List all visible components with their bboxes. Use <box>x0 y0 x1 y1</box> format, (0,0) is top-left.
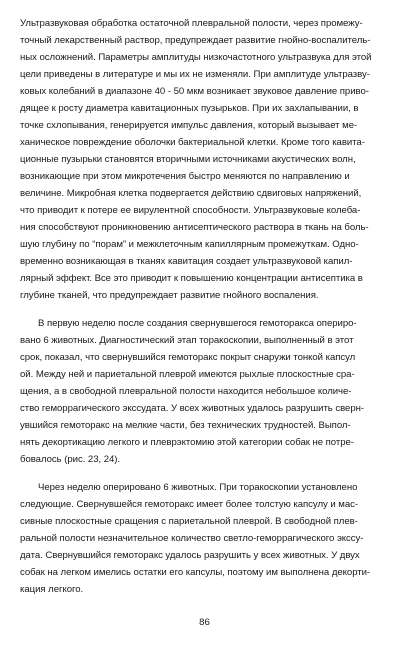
text-line: щения, а в свободной плевральной полости находится небольшое количе- <box>20 386 352 397</box>
text-line: ковых колебаний в диапазоне 40 - 50 мкм возникает звуковое давление приво- <box>20 86 369 97</box>
text-line: ционные пузырьки становятся вторичными источниками акустических волн, <box>20 154 356 165</box>
text-line: В первую неделю после создания свернувшегося гемоторакса опериро- <box>38 318 357 329</box>
text-line: точный лекарственный раствор, предупреждает развитие гнойно-воспалитель- <box>20 35 371 46</box>
text-line: ния способствуют проникновению антисептического раствора в ткань на боль- <box>20 222 369 233</box>
text-line: возникающие при этом микротечения быстро меняются по направлению и <box>20 171 350 182</box>
text-line: следующие. Свернувшейся гемоторакс имеет более толстую капсулу и мас- <box>20 499 359 510</box>
text-line: цели приведены в литературе и мы их не изменяли. При амплитуде ультразву- <box>20 69 370 80</box>
page-number: 86 <box>199 617 210 628</box>
text-line: собак на легком имелись остатки его капсулы, поэтому им выполнена декорти- <box>20 567 371 578</box>
text-line: сивные плоскостные сращения с париетальной плеврой. В свободной плев- <box>20 516 358 527</box>
text-line: ой. Между ней и париетальной плеврой имеются рыхлые плоскостные сра- <box>20 369 355 380</box>
text-line: глубине тканей, что предупреждает развитие гнойного воспаления. <box>20 290 319 301</box>
text-line: нять декортикацию легкого и плеврэктомию этой категории собак не потре- <box>20 437 354 448</box>
text-line: ханическое повреждение оболочки бактериальной клетки. Кроме того кавита- <box>20 137 365 148</box>
text-line: дата. Свернувшийся гемоторакс удалось разрушить у всех животных. У двух <box>20 550 360 561</box>
text-line: ство геморрагического экссудата. У всех животных удалось разрушить сверн- <box>20 403 364 414</box>
text-line: что приводит к потере ее вирулентной способности. Ультразвуковые колеба- <box>20 205 361 216</box>
text-line: ральной полости незначительное количество светло-геморрагического экссу- <box>20 533 364 544</box>
text-line: ных осложнений. Параметры амплитуды низкочастотного ультразвука для этой <box>20 52 372 63</box>
text-line: срок, показал, что свернувшийся гемоторакс покрыт снаружи тонкой капсул <box>20 352 356 363</box>
text-line: кация легкого. <box>20 584 84 595</box>
text-line: лярный эффект. Все это приводит к повышению концентрации антисептика в <box>20 273 363 284</box>
text-line: временно возникающая в тканях кавитация создает ультразвуковой капил- <box>20 256 353 267</box>
text-line: дящее к росту диаметра кавитационных пузырьков. При их захлапывании, в <box>20 103 359 114</box>
text-line: шую глубину по “порам” и межклеточным капиллярным промежуткам. Одно- <box>20 239 359 250</box>
text-line: Ультразвуковая обработка остаточной плевральной полости, через промежу- <box>20 18 363 29</box>
text-line: Через неделю оперировано 6 животных. При торакоскопии установлено <box>38 482 358 493</box>
text-line: бовалось (рис. 23, 24). <box>20 454 121 465</box>
text-line: точке схлопывания, генерируется импульс давления, который вызывает ме- <box>20 120 358 131</box>
text-line: величине. Микробная клетка подвергается действию сдвиговых напряжений, <box>20 188 362 199</box>
text-line: увшийся гемоторакс на мелкие части, без технических трудностей. Выпол- <box>20 420 351 431</box>
text-line: вано 6 животных. Диагностический этап торакоскопии, выполненный в этот <box>20 335 354 346</box>
